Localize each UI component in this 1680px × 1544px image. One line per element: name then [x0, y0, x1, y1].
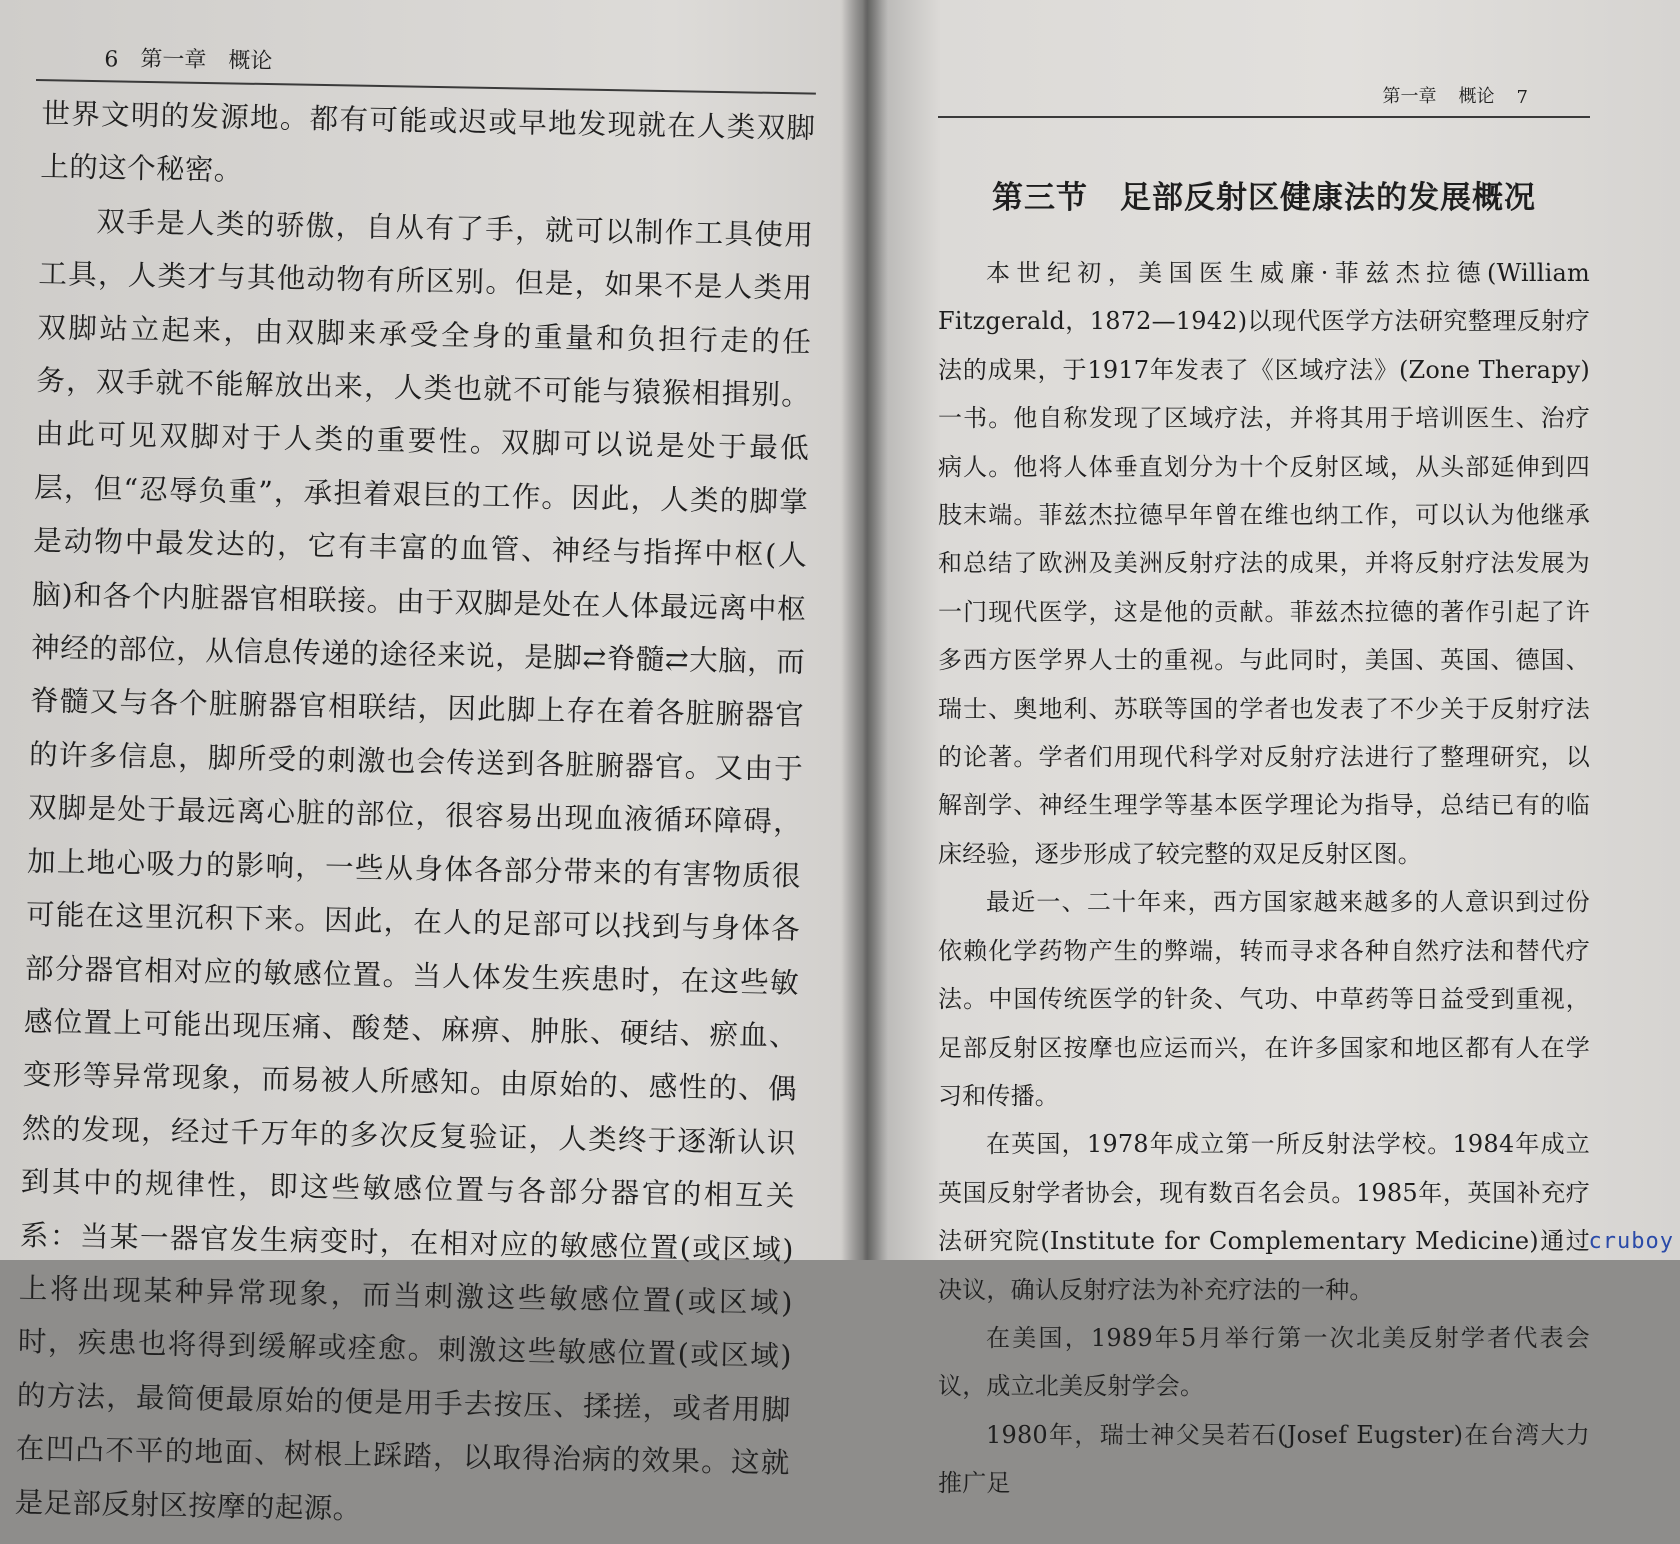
watermark-text: cruboy [1588, 1229, 1674, 1254]
left-paragraph: 世界文明的发源地。都有可能或迟或早地发现就在人类双脚上的这个秘密。 [40, 97, 816, 188]
right-running-head [938, 82, 1590, 118]
section-title: 第三节 足部反射区健康法的发展概况 [992, 180, 1536, 216]
left-page-number: 6 [104, 47, 119, 73]
right-paragraph: 本世纪初，美国医生威廉·菲兹杰拉德(William Fitzgerald，1872—1942)以现代医学方法研究整理反射疗法的成果，于1917年发表了《区域疗法》(Zone Therapy)一书。他自称发现了区域疗法，并将其用于培训医生、治疗病人。他将人体垂直划分为十个反射区域，从头部延伸到四肢末端。菲兹杰拉德早年曾在维也纳工作，可以认为他继承和总结了欧洲及美洲反射疗法的成果，并将反射疗法发展为一门现代医学，这是他的贡献。菲兹杰拉德的著作引起了许多西方医学界人士的重视。与此同时，美国、英国、德国、瑞士、奥地利、苏联等国的学者也发表了不少关于反射疗法的论著。学者们用现代科学对反射疗法进行了整理研究，以解剖学、神经生理学等基本医学理论为指导，总结已有的临床经验，逐步形成了较完整的双足反射区图。 [938, 259, 1590, 868]
right-paragraph: 最近一、二十年来，西方国家越来越多的人意识到过份依赖化学药物产生的弊端，转而寻求各种自然疗法和替代疗法。中国传统医学的针灸、气功、中草药等日益受到重视，足部反射区按摩也应运而兴，在许多国家和地区都有人在学习和传播。 [938, 888, 1590, 1110]
right-chapter-label: 第一章 [1382, 86, 1437, 107]
right-page [938, 82, 1590, 1508]
left-running-head [36, 40, 817, 95]
left-body-text [8, 87, 816, 1544]
right-paragraph: 在英国，1978年成立第一所反射法学校。1984年成立英国反射学者协会，现有数百名会员。1985年，英国补充疗法研究院(Institute for Complementary Medicine)通过决议，确认反射疗法为补充疗法的一种。 [938, 1130, 1590, 1304]
right-paragraph: 1980年，瑞士神父吴若石(Josef Eugster)在台湾大力推广足 [938, 1420, 1590, 1498]
right-body-text [938, 249, 1590, 1508]
left-page [14, 40, 816, 1529]
left-paragraph: 双手是人类的骄傲，自从有了手，就可以制作工具使用工具，人类才与其他动物有所区别。但是，如果不是人类用双脚站立起来，由双脚来承受全身的重量和负担行走的任务，双手就不能解放出来，人类也就不可能与猿猴相揖别。由此可见双脚对于人类的重要性。双脚可以说是处于最低层，但“忍辱负重”，承担着艰巨的工作。因此，人类的脚掌是动物中最发达的，它有丰富的血管、神经与指挥中枢(人脑)和各个内脏器官相联接。由于双脚是处在人体最远离中枢神经的部位，从信息传递的途径来说，是脚⇄脊髓⇄大脑，而脊髓又与各个脏腑器官相联结，因此脚上存在着各脏腑器官的许多信息，脚所受的刺激也会传送到各脏腑器官。又由于双脚是处于最远离心脏的部位，很容易出现血液循环障碍，加上地心吸力的影响，一些从身体各部分带来的有害物质很可能在这里沉积下来。因此，在人的足部可以找到与身体各部分器官相对应的敏感位置。当人体发生疾患时，在这些敏感位置上可能出现压痛、酸楚、麻痹、肿胀、硬结、瘀血、变形等异常现象，而易被人所感知。由原始的、感性的、偶然的发现，经过千万年的多次反复验证，人类终于逐渐认识到其中的规律性，即这些敏感位置与各部分器官的相互关系：当某一器官发生病变时，在相对应的敏感位置(或区域)上将出现某种异常现象，而当刺激这些敏感位置(或区域)时，疾患也将得到缓解或痊愈。刺激这些敏感位置(或区域)的方法，最简便最原始的便是用手去按压、揉搓，或者用脚在凹凸不平的地面、树根上踩踏，以取得治病的效果。这就是足部反射区按摩的起源。 [14, 205, 814, 1526]
right-page-number: 7 [1516, 87, 1528, 108]
right-chapter-title: 概论 [1458, 86, 1495, 107]
left-chapter-label: 第一章 [140, 46, 207, 73]
book-gutter [842, 0, 888, 1260]
right-paragraph: 在美国，1989年5月举行第一次北美反射学者代表会议，成立北美反射学会。 [938, 1323, 1590, 1401]
left-chapter-title: 概论 [228, 48, 273, 75]
